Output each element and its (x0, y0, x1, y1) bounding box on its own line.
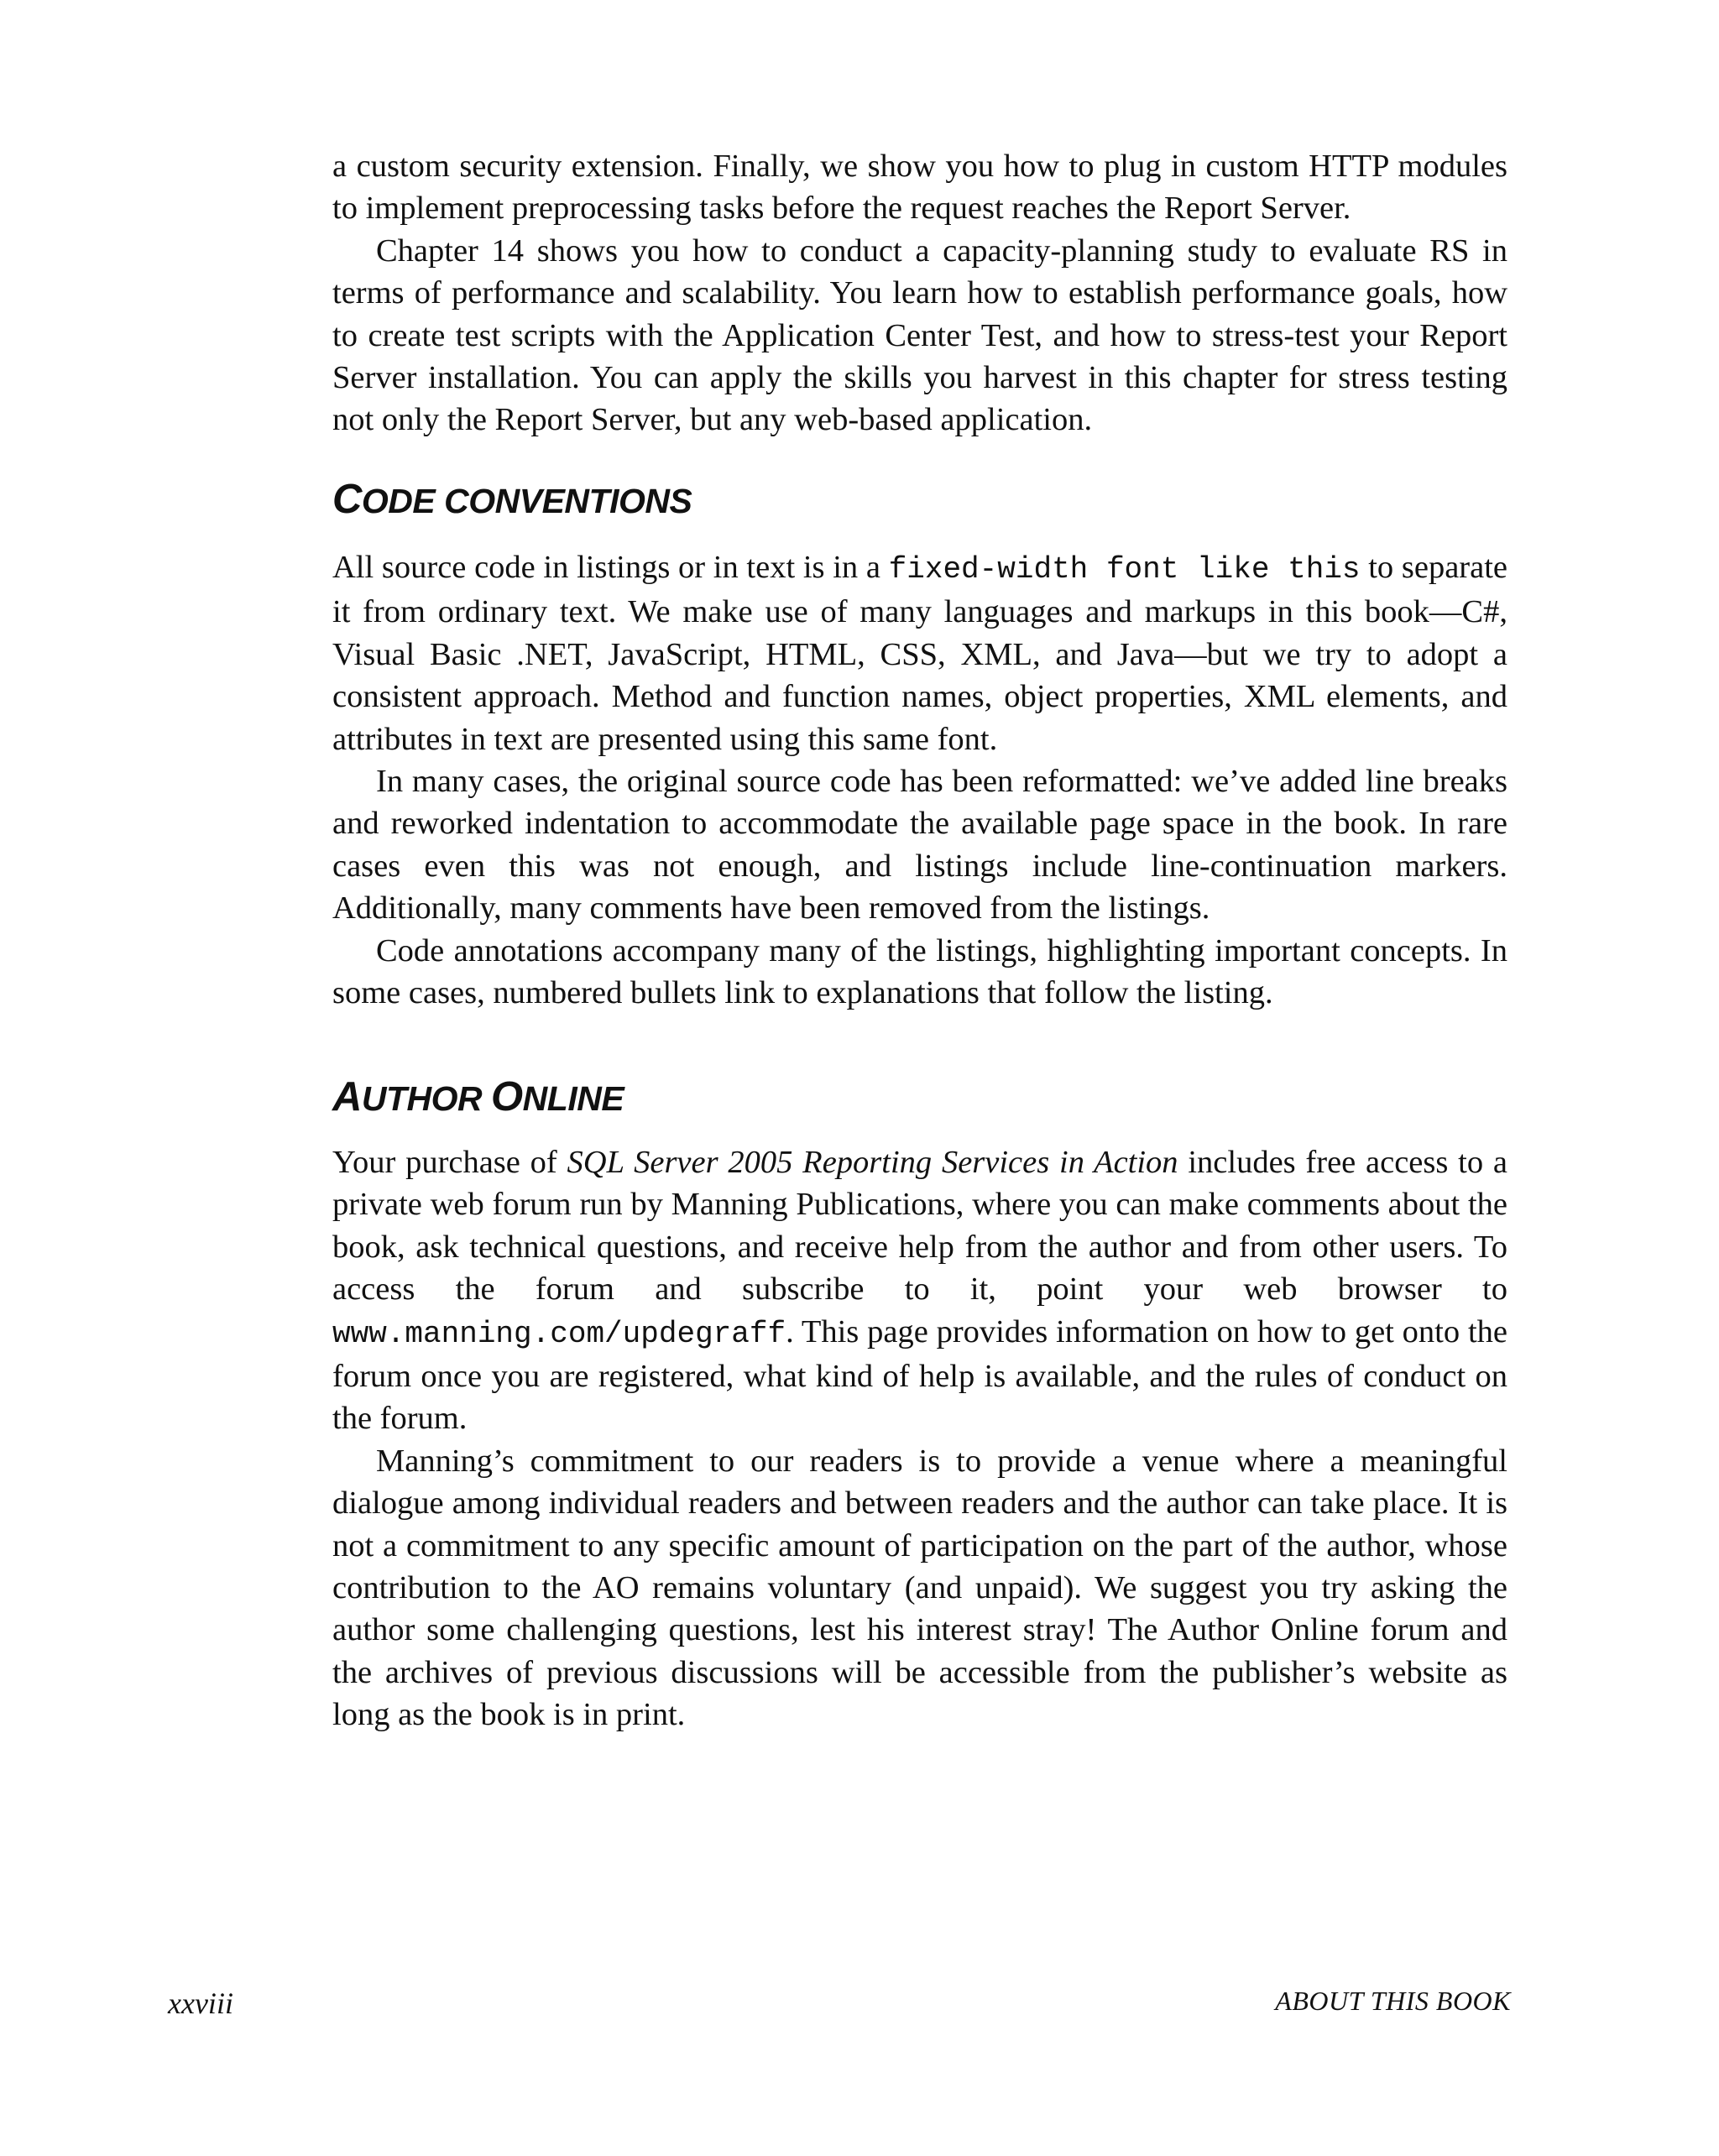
fixed-width-sample: fixed-width font like this (888, 552, 1361, 587)
running-title: ABOUT THIS BOOK (1275, 1986, 1511, 2016)
author-online-paragraph-2: Manning’s commitment to our readers is to provide a venue where a meaningful dialogue among individual readers and between readers and the author can take place. It is not a commitment to any specific amount of participation on the part of the author, whose contribution to the AO remains voluntary (and unpaid). We suggest you try asking the author some challenging questions, lest his interest stray! The Author Online forum and the archives of previous discussions will be accessible from the publisher’s website as long as the book is in print. (332, 1443, 1507, 1733)
book-title: SQL Server 2005 Reporting Services in Action (567, 1145, 1178, 1180)
author-online-paragraph-1: Your purchase of SQL Server 2005 Reporting Services in Action includes free access to a private web forum run by Manning Publications, where you can make comments about the book, ask technical questions, and receive help from the author and from other users. To access the forum and subscribe to it, point your web browser to www.manning.com/updegraff. This page provides information on how to get onto the forum once you are registered, what kind of help is available, and the rules of conduct on the forum. (332, 1145, 1507, 1437)
page-number: xxviii (168, 1986, 233, 2020)
intro-section (332, 145, 1507, 441)
code-conventions-paragraph-2: In many cases, the original source code has been reformatted: we’ve added line breaks and reworked indentation to accommodate the available page space in the book. In rare cases even this was not enough, and listings include line-continuation markers. Additionally, many comments have been removed from the listings. (332, 764, 1507, 927)
intro-paragraph-2: Chapter 14 shows you how to conduct a capacity-planning study to evaluate RS in terms of performance and scalability. You learn how to establish performance goals, how to create test scripts with the Application Center Test, and how to stress-test your Report Server installation. You can apply the skills you harvest in this chapter for stress testing not only the Report Server, but any web-based application. (332, 232, 1507, 438)
code-conventions-paragraph-1: All source code in listings or in text is in a fixed-width font like this to separate it from ordinary text. We make use of many languages and markups in this book—C#, Visual Basic .NET, JavaScript, HTML, CSS, XML, and Java—but we try to adopt a consistent approach. Method and function names, object properties, XML elements, and attributes in text are presented using this same font. (332, 550, 1507, 757)
author-online-section (332, 1141, 1507, 1736)
author-online-heading: AUTHOR ONLINE (332, 1074, 624, 1120)
intro-paragraph-1: a custom security extension. Finally, we show you how to plug in custom HTTP modules to implement preprocessing tasks before the request reaches the Report Server. (332, 149, 1507, 227)
code-conventions-heading: CODE CONVENTIONS (332, 477, 692, 522)
forum-url-link[interactable]: www.manning.com/updegraff (332, 1316, 786, 1351)
code-conventions-section (332, 546, 1507, 1014)
code-conventions-paragraph-3: Code annotations accompany many of the listings, highlighting important concepts. In some cases, numbered bullets link to explanations that follow the listing. (332, 932, 1507, 1011)
